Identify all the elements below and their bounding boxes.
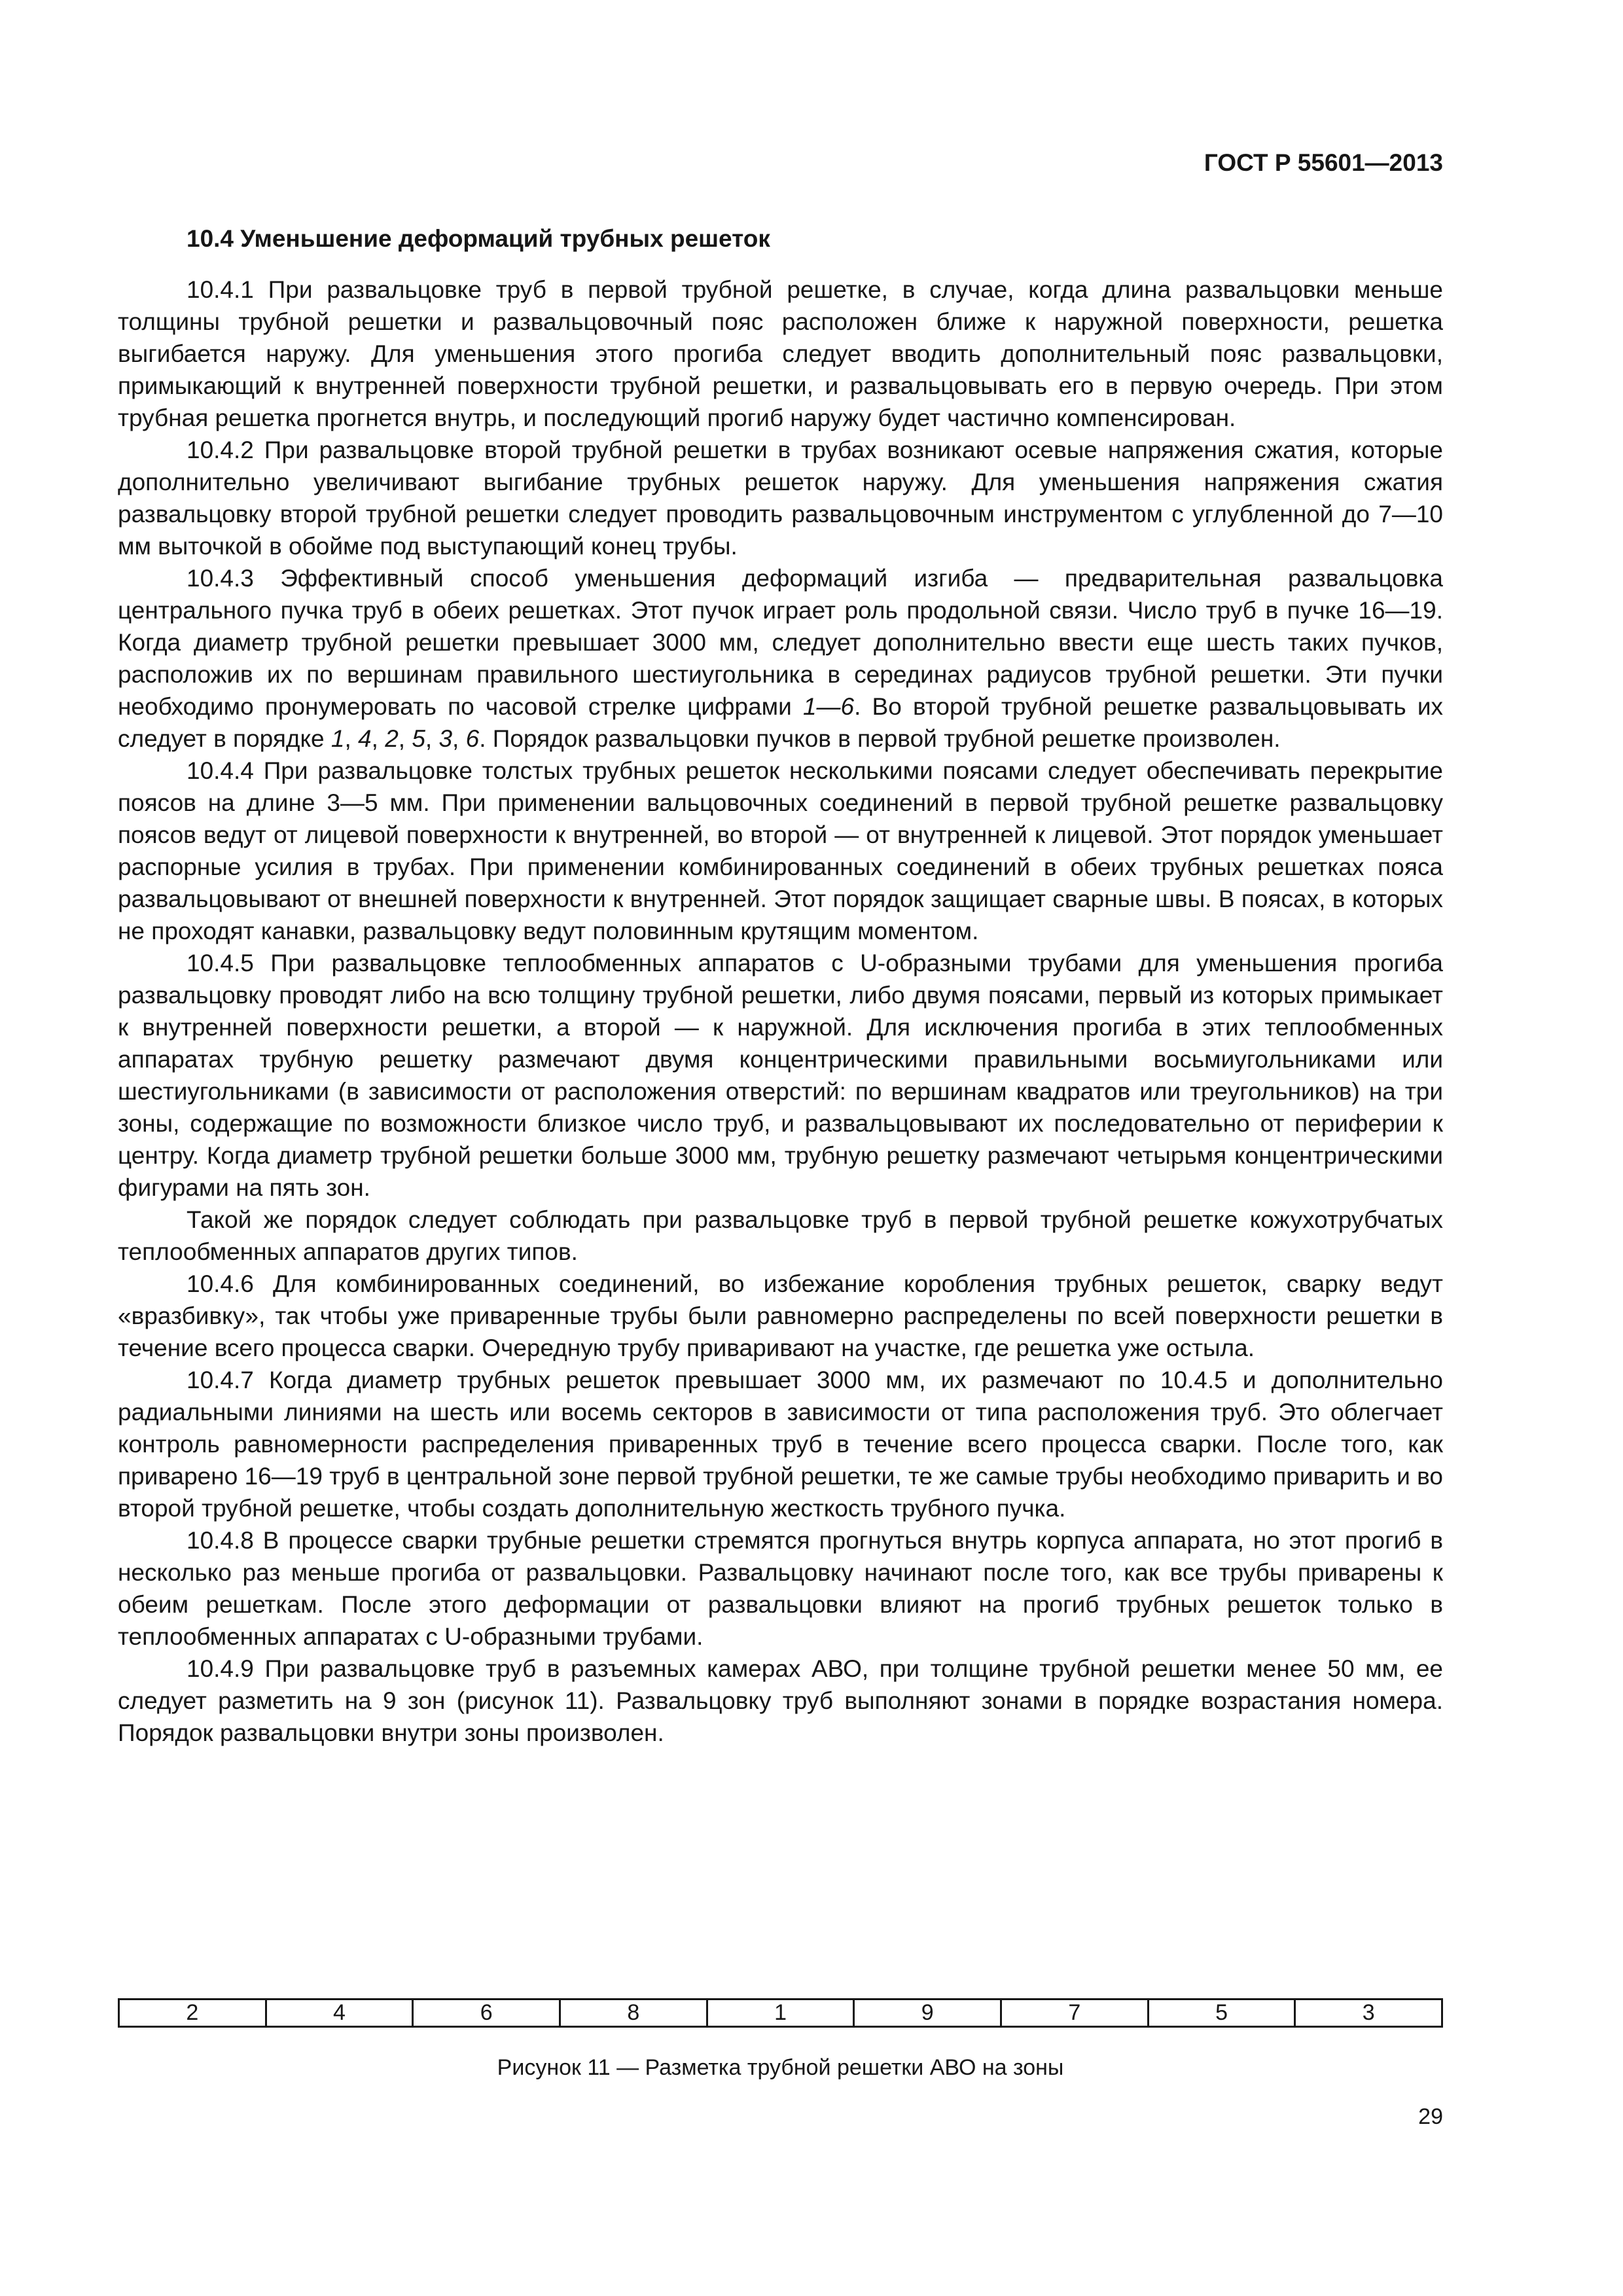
italic-number: 3 xyxy=(438,725,453,752)
zone-cell: 4 xyxy=(265,2000,412,2026)
comma-separator: , xyxy=(371,725,385,752)
paragraph-10-4-5: 10.4.5 При развальцовке теплообменных аппаратов с U-образными трубами для уменьшения прогиба развальцовку проводят либо на всю толщину трубной решетки, либо двумя поясами, первый из которых примыкает к внутренней поверхности решетки, а второй — к наружной. Для исключения прогиба в этих теплообменных аппаратах трубную решетку размечают двумя концентрическими правильными восьмиугольниками или шестиугольниками (в зависимости от расположения отверстий: по вершинам квадратов или треугольников) на три зоны, содержащие по возможности близкое число труб, и развальцовывают их последовательно от периферии к центру. Когда диаметр трубной решетки больше 3000 мм, трубную решетку размечают четырьмя концентрическими фигурами на пять зон. xyxy=(118,950,1443,1201)
italic-number: 5 xyxy=(412,725,425,752)
zone-layout-diagram xyxy=(118,1998,1443,2028)
paragraph-10-4-4: 10.4.4 При развальцовке толстых трубных решеток несколькими поясами следует обеспечивать перекрытие поясов на длине 3—5 мм. При применении вальцовочных соединений в первой трубной решетке развальцовку поясов ведут от лицевой поверхности к внутренней, во второй — от внутренней к лицевой. Этот порядок уменьшает распорные усилия в трубах. При применении комбинированных соединений в обеих трубных решетках пояса развальцовывают от внешней поверхности к внутренней. Этот порядок защищает сварные швы. В поясах, в которых не проходят канавки, развальцовку ведут половинным крутящим моментом. xyxy=(118,757,1443,944)
paragraph-10-4-1: 10.4.1 При развальцовке труб в первой трубной решетке, в случае, когда длина развальцовки меньше толщины трубной решетки и развальцовочный пояс расположен ближе к наружной поверхности, решетка выгибается наружу. Для уменьшения этого прогиба следует вводить дополнительный пояс развальцовки, примыкающий к внутренней поверхности трубной решетки, и развальцовывать его в первую очередь. При этом трубная решетка прогнется внутрь, и последующий прогиб наружу будет частично компенсирован. xyxy=(118,276,1443,431)
paragraph-10-4-6: 10.4.6 Для комбинированных соединений, во избежание коробления трубных решеток, сварку ведут «вразбивку», так чтобы уже приваренные трубы были равномерно распределены по всей поверхности решетки в течение всего процесса сварки. Очередную трубу приваривают на участке, где решетка уже остыла. xyxy=(118,1270,1443,1361)
italic-number: 4 xyxy=(358,725,372,752)
italic-number: 2 xyxy=(385,725,399,752)
italic-number: 6 xyxy=(465,725,480,752)
comma-separator: , xyxy=(452,725,466,752)
zone-cell: 3 xyxy=(1294,2000,1441,2026)
document-code-header: ГОСТ Р 55601—2013 xyxy=(1204,149,1443,176)
paragraph-10-4-3-part: . Во второй трубной решетке развальцовывать их следует в порядке xyxy=(118,693,1443,752)
comma-separator: , xyxy=(344,725,359,752)
comma-separator: , xyxy=(398,725,412,752)
italic-numbers: 1—6 xyxy=(802,693,855,720)
page-number: 29 xyxy=(1418,2104,1443,2129)
paragraph-10-4-3-part: 10.4.3 Эффективный способ уменьшения деформаций изгиба — предварительная развальцовка центрального пучка труб в обеих решетках. Этот пучок играет роль продольной связи. Число труб в пучке 16—19. Когда диаметр трубной решетки превышает 3000 мм, следует дополнительно ввести еще шесть таких пучков, расположив их по вершинам правильного шестиугольника в серединах радиусов трубной решетки. Эти пучки необходимо пронумеровать по часовой стрелке цифрами xyxy=(118,565,1443,720)
italic-number: 1 xyxy=(330,725,345,752)
section-title: 10.4 Уменьшение деформаций трубных решеток xyxy=(187,225,770,252)
comma-separator: , xyxy=(425,725,439,752)
zone-cell: 5 xyxy=(1147,2000,1294,2026)
zone-cell: 6 xyxy=(412,2000,559,2026)
zone-cell: 1 xyxy=(706,2000,853,2026)
paragraph-10-4-2: 10.4.2 При развальцовке второй трубной решетки в трубах возникают осевые напряжения сжатия, которые дополнительно увеличивают выгибание трубных решеток наружу. Для уменьшения напряжения сжатия развальцовку второй трубной решетки следует проводить развальцовочным инструментом с углубленной до 7—10 мм выточкой в обойме под выступающий конец трубы. xyxy=(118,437,1443,560)
paragraph-10-4-8: 10.4.8 В процессе сварки трубные решетки стремятся прогнуться внутрь корпуса аппарата, но этот прогиб в несколько раз меньше прогиба от развальцовки. Развальцовку начинают после того, как все трубы приварены к обеим решеткам. После этого деформации от развальцовки влияют на прогиб трубных решеток только в теплообменных аппаратах с U-образными трубами. xyxy=(118,1527,1443,1650)
paragraph-10-4-5-continued: Такой же порядок следует соблюдать при развальцовке труб в первой трубной решетке кожухотрубчатых теплообменных аппаратов других типов. xyxy=(118,1206,1443,1265)
paragraph-10-4-3 xyxy=(118,562,1443,755)
paragraph-10-4-9: 10.4.9 При развальцовке труб в разъемных камерах АВО, при толщине трубной решетки менее 50 мм, ее следует разметить на 9 зон (рисунок 11). Развальцовку труб выполняют зонами в порядке возрастания номера. Порядок развальцовки внутри зоны произволен. xyxy=(118,1655,1443,1746)
body-text xyxy=(118,274,1443,1749)
zone-cell: 9 xyxy=(853,2000,1000,2026)
paragraph-10-4-3-part: . Порядок развальцовки пучков в первой трубной решетке произволен. xyxy=(479,725,1281,752)
zone-cell: 8 xyxy=(559,2000,706,2026)
zone-cell: 7 xyxy=(1000,2000,1147,2026)
paragraph-10-4-7: 10.4.7 Когда диаметр трубных решеток превышает 3000 мм, их размечают по 10.4.5 и дополнительно радиальными линиями на шесть или восемь секторов в зависимости от типа расположения труб. Это облегчает контроль равномерности распределения приваренных труб в течение всего процесса сварки. После того, как приварено 16—19 труб в центральной зоне первой трубной решетки, те же самые трубы необходимо приварить и во второй трубной решетке, чтобы создать дополнительную жесткость трубного пучка. xyxy=(118,1367,1443,1522)
zone-cell: 2 xyxy=(186,2000,199,2025)
figure-caption: Рисунок 11 — Разметка трубной решетки АВО на зоны xyxy=(497,2055,1064,2080)
